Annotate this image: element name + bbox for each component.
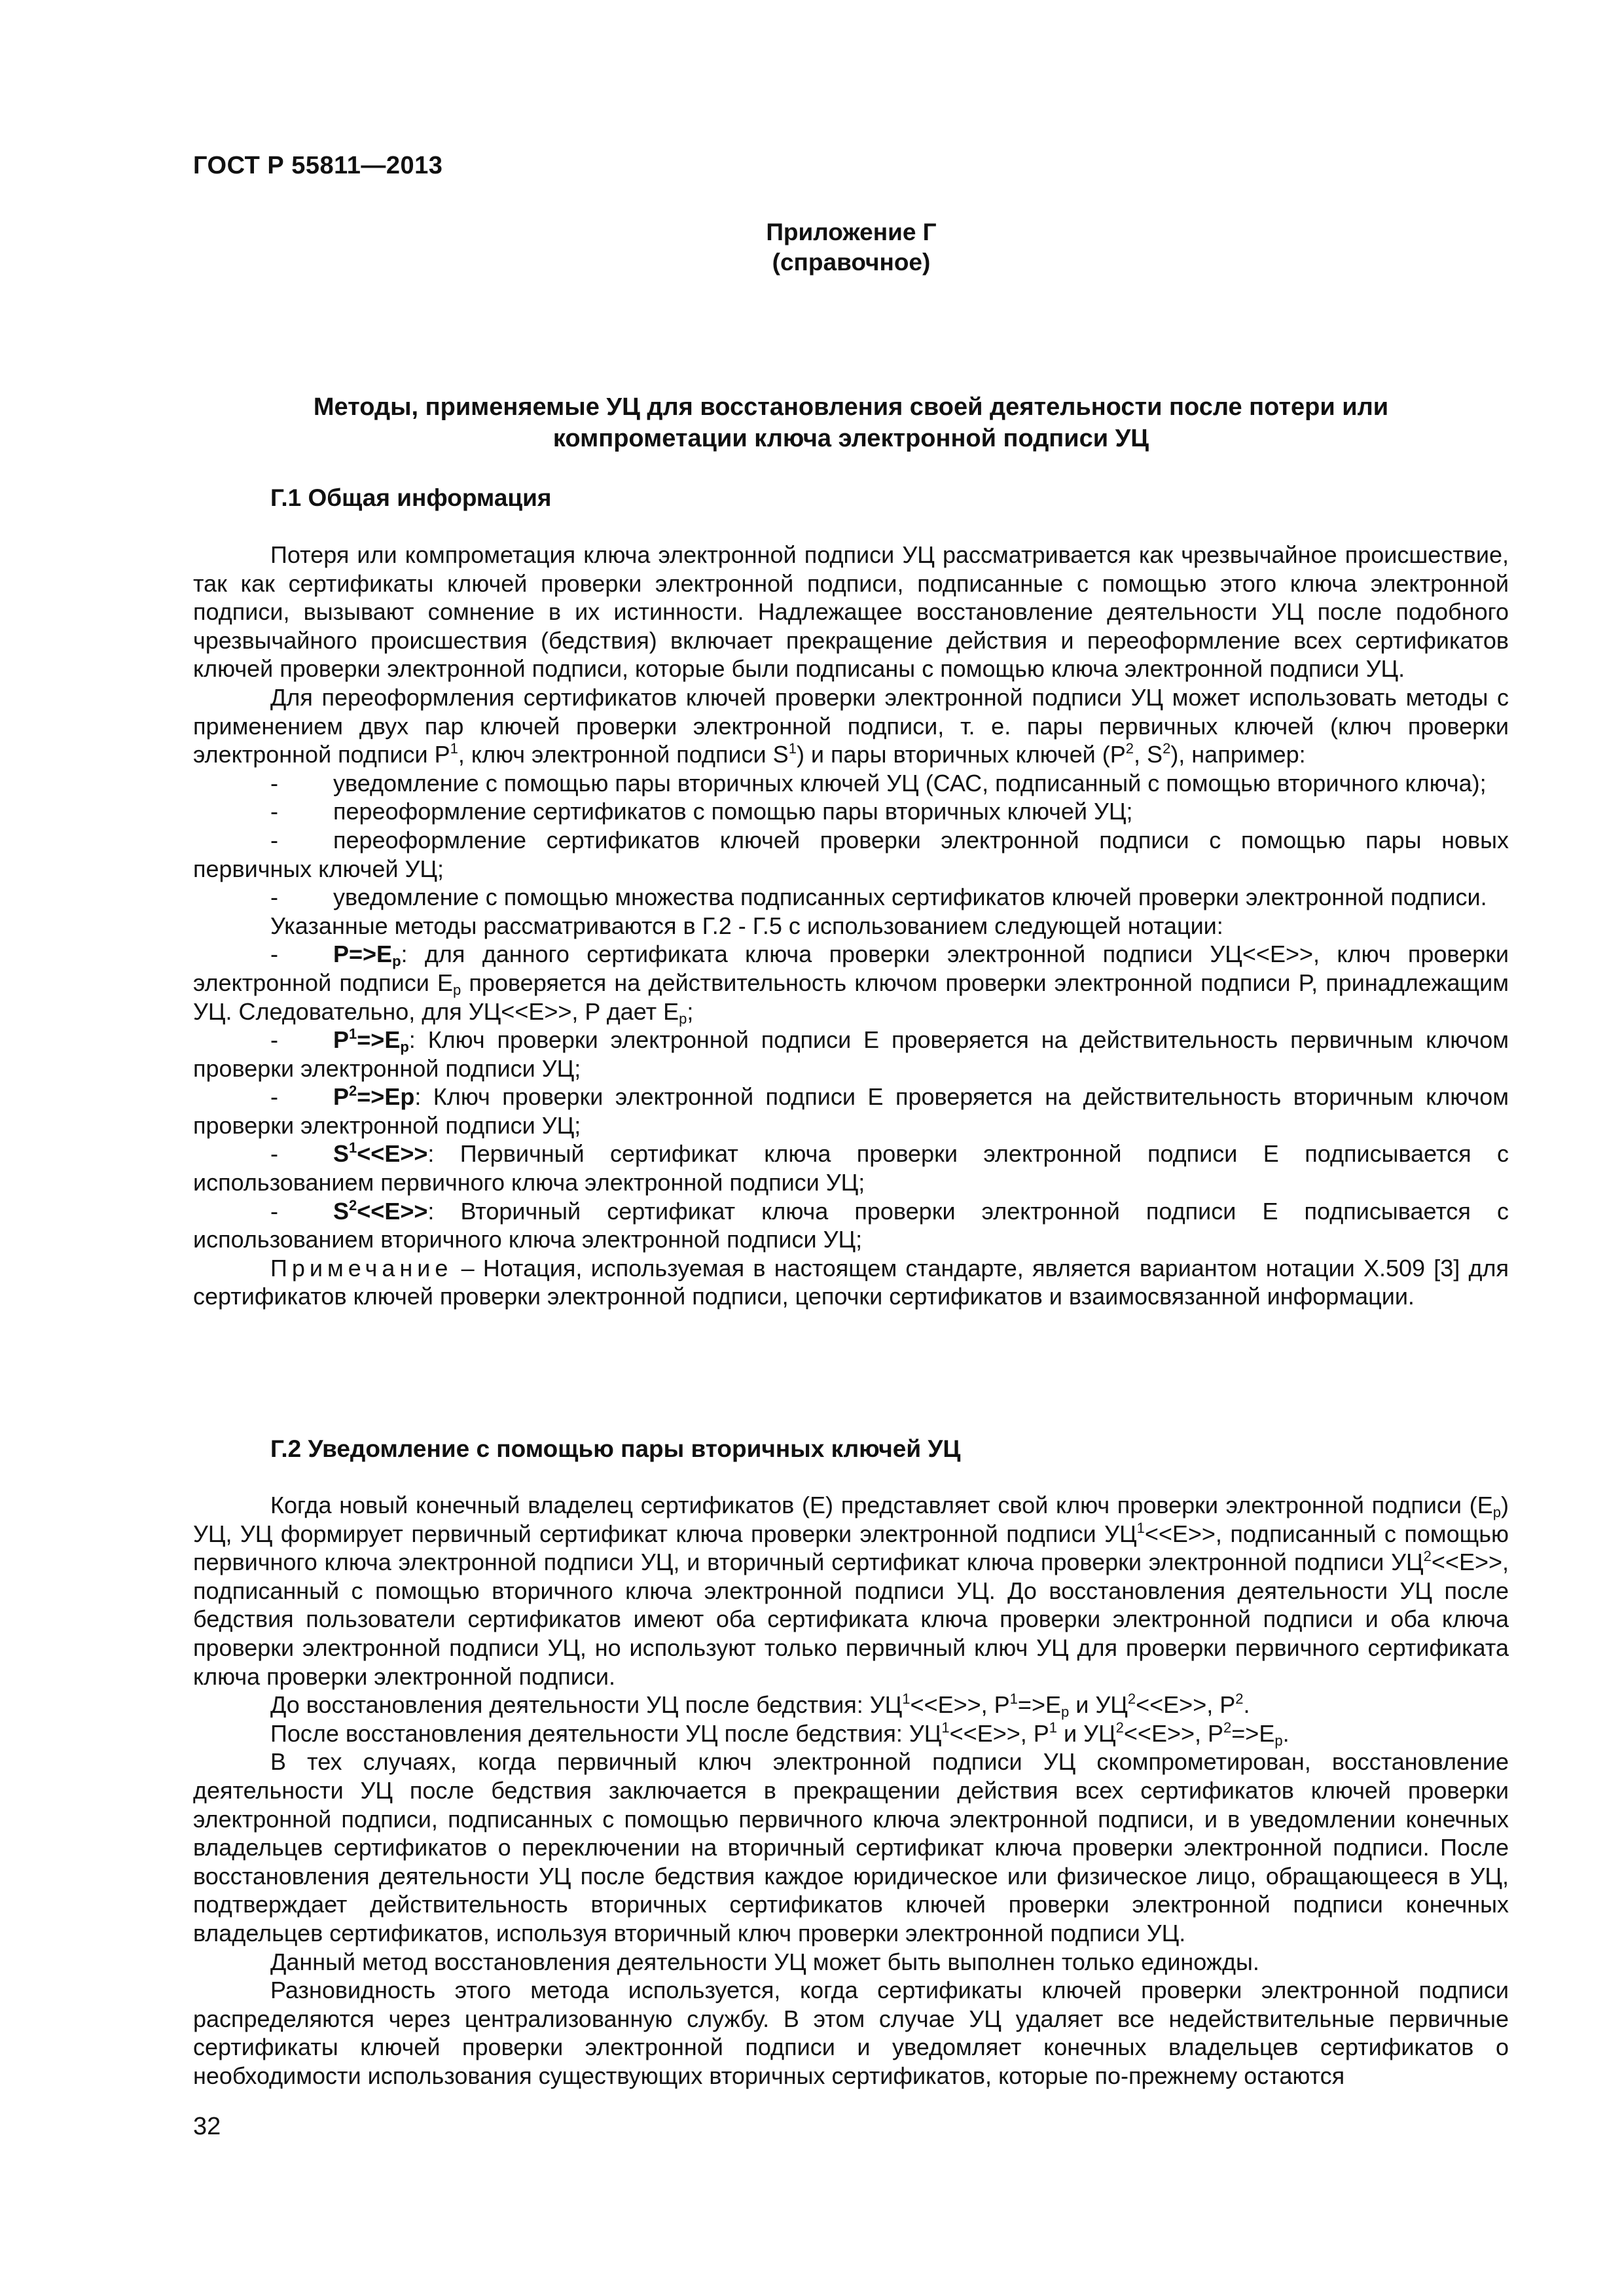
section-heading-g1: Г.1 Общая информация — [270, 484, 552, 511]
paragraph: Данный метод восстановления деятельности УЦ может быть выполнен только единожды. — [270, 1948, 1259, 1975]
paragraph: Указанные методы рассматриваются в Г.2 - Г.5 с использованием следующей нотации: — [270, 912, 1223, 939]
list-item: - переоформление сертификатов ключей проверки электронной подписи с помощью пары новых первичных ключей УЦ; — [193, 826, 1509, 882]
main-title-line-2: компрометации ключа электронной подписи УЦ — [552, 425, 1149, 452]
main-title — [193, 391, 1509, 454]
paragraph: Разновидность этого метода используется, когда сертификаты ключей проверки электронной подписи распределяются через централизованную службу. В этом случае УЦ удаляет все недействительные первичные сертификаты ключей проверки электронной подписи и уведомляет конечных владельцев сертификатов о необходимости использования существующих вторичных сертификатов, которые по-прежнему остаются — [193, 1977, 1509, 2089]
notation-item: - $S^1<<E>>$: Первичный сертификат ключа проверки электронной подписи E подписывается с использованием первичного ключа электронной подписи УЦ; — [193, 1139, 1509, 1196]
page-number: 32 — [193, 2113, 221, 2140]
paragraph: В тех случаях, когда первичный ключ электронной подписи УЦ скомпрометирован, восстановление деятельности УЦ после бедствия заключается в прекращении действия всех сертификатов ключей проверки электронной подписи, подписанных с помощью первичного ключа электронной подписи, и в уведомлении конечных владельцев сертификатов о переключении на вторичный сертификат ключа проверки электронной подписи. После восстановления деятельности УЦ после бедствия каждое юридическое или физическое лицо, обращающееся в УЦ, подтверждает действительность вторичных сертификатов ключей проверки электронной подписи конечных владельцев сертификатов, используя вторичный ключ проверки электронной подписи УЦ. — [193, 1748, 1509, 1946]
section-g2-body — [193, 1491, 1509, 2090]
notation-item: - $P=>E_p$: для данного сертификата ключа проверки электронной подписи УЦ<<E>>, ключ проверки электронной подписи $E_p$ проверяется на действительность ключом проверки электронной подписи P, принадлежащим УЦ. Следовательно, для УЦ<<E>>, P дает $E_p$; — [193, 941, 1509, 1027]
notation-item: - $P^1=>E_p$: Ключ проверки электронной подписи E проверяется на действительность первичным ключом проверки электронной подписи УЦ; — [193, 1026, 1509, 1082]
section-heading-g2: Г.2 Уведомление с помощью пары вторичных ключей УЦ — [270, 1435, 961, 1462]
paragraph: После восстановления деятельности УЦ после бедствия: $УЦ^1<<E>>$, $P^1$ и $УЦ^2<<E>>$, $P^2=>E_p$. — [270, 1719, 1290, 1749]
appendix-label — [0, 217, 1624, 278]
paragraph: Потеря или компрометация ключа электронной подписи УЦ рассматривается как чрезвычайное происшествие, так как сертификаты ключей проверки электронной подписи, подписанные с помощью этого ключа электронной подписи, вызывают сомнение в их истинности. Надлежащее восстановление деятельности УЦ после подобного чрезвычайного происшествия (бедствия) включает прекращение действия и переоформление всех сертификатов ключей проверки электронной подписи, которые были подписаны с помощью ключа электронной подписи УЦ. — [193, 541, 1509, 683]
list-item: - переоформление сертификатов с помощью пары вторичных ключей УЦ; — [270, 798, 1133, 825]
standard-code: ГОСТ Р 55811—2013 — [193, 152, 443, 179]
paragraph: Для переоформления сертификатов ключей проверки электронной подписи УЦ может использовать методы с применением двух пар ключей проверки электронной подписи, т. е. пары первичных ключей (ключ проверки электронной подписи $P^1$, ключ электронной подписи $S^1$) и пары вторичных ключей ($P^2$, $S^2$), например: — [193, 683, 1509, 768]
main-title-line-1: Методы, применяемые УЦ для восстановления своей деятельности после потери или — [313, 393, 1389, 421]
list-item: - уведомление с помощью множества подписанных сертификатов ключей проверки электронной подписи. — [270, 884, 1487, 911]
paragraph: До восстановления деятельности УЦ после бедствия: $УЦ^1<<E>>$, $P^1=>E_p$ и $УЦ^2<<E>>$, $P^2$. — [270, 1691, 1250, 1721]
note: Примечание – Нотация, используемая в настоящем стандарте, является вариантом нотации X.509 [3] для сертификатов ключей проверки электронной подписи, цепочки сертификатов и взаимосвязанной информации. — [193, 1254, 1509, 1310]
notation-item: - $P^2=>Ep$: Ключ проверки электронной подписи E проверяется на действительность вторичным ключом проверки электронной подписи УЦ; — [193, 1083, 1509, 1139]
appendix-title: Приложение Г — [766, 219, 937, 245]
list-item: - уведомление с помощью пары вторичных ключей УЦ (САС, подписанный с помощью вторичного ключа); — [270, 769, 1487, 797]
section-g1-body — [193, 541, 1509, 1311]
appendix-type: (справочное) — [772, 249, 931, 276]
notation-item: - $S^2<<E>>$: Вторичный сертификат ключа проверки электронной подписи E подписывается с использованием вторичного ключа электронной подписи УЦ; — [193, 1196, 1509, 1253]
paragraph: Когда новый конечный владелец сертификатов (E) представляет свой ключ проверки электронной подписи $(E_p)$ УЦ, УЦ формирует первичный сертификат ключа проверки электронной подписи $УЦ^1<<E>>$, подписанный с помощью первичного ключа электронной подписи УЦ, и вторичный сертификат ключа проверки электронной подписи $УЦ^2<<E>>$, подписанный с помощью вторичного ключа электронной подписи УЦ. До восстановления деятельности УЦ после бедствия пользователи сертификатов имеют оба сертификата ключа проверки электронной подписи и оба ключа проверки электронной подписи УЦ, но используют только первичный ключ УЦ для проверки первичного сертификата ключа проверки электронной подписи. — [193, 1492, 1509, 1690]
